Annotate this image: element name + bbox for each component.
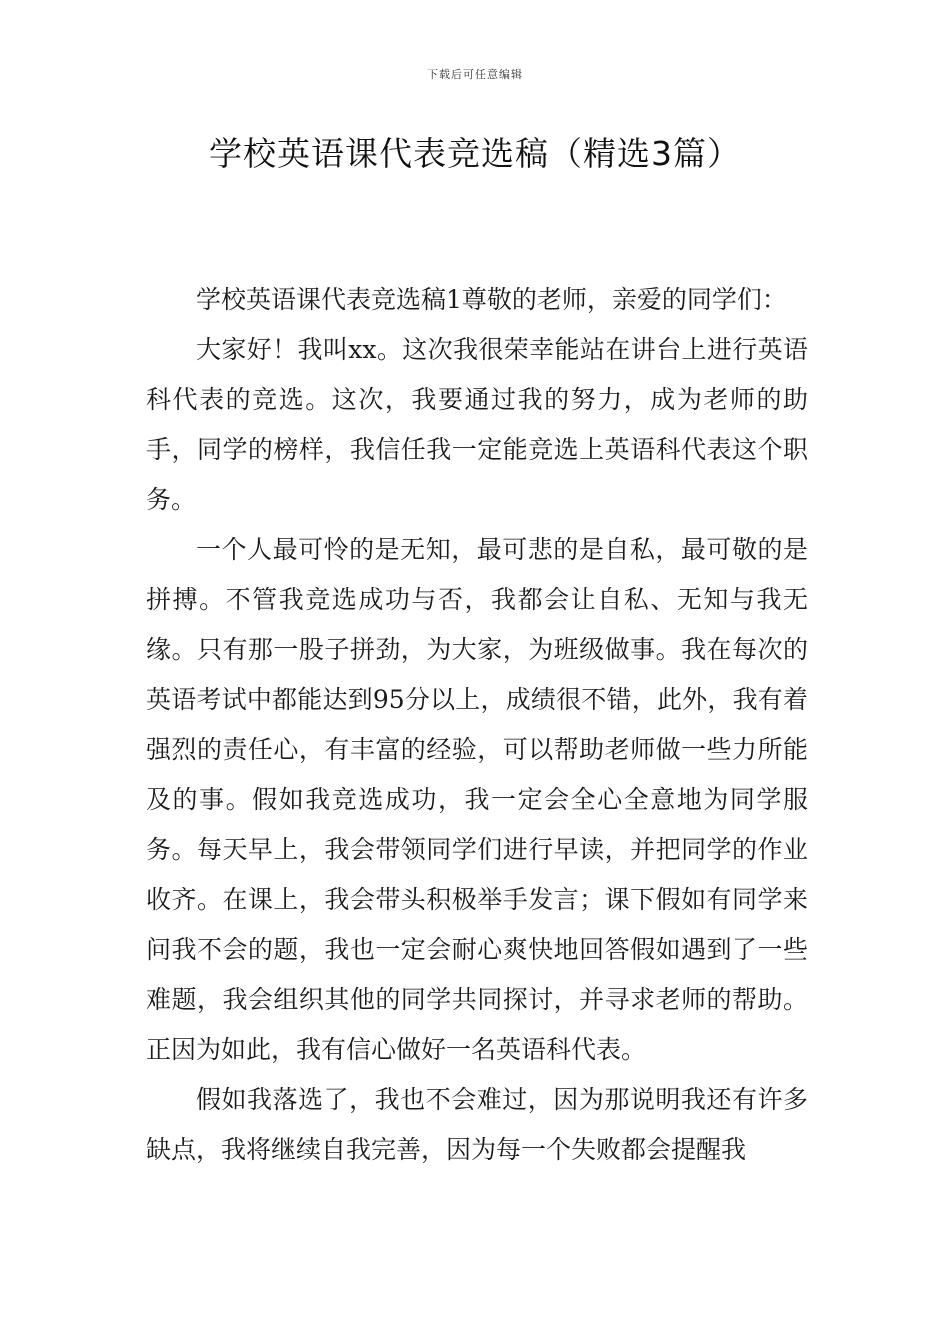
paragraph-introduction: 大家好！我叫xx。这次我很荣幸能站在讲台上进行英语科代表的竞选。这次，我要通过我的努力，成为老师的助手，同学的榜样，我信任我一定能竞选上英语科代表这个职务。 bbox=[146, 335, 808, 514]
document-body bbox=[146, 275, 808, 1175]
paragraph-closing: 假如我落选了，我也不会难过，因为那说明我还有许多缺点，我将继续自我完善，因为每一个失败都会提醒我 bbox=[146, 1085, 808, 1164]
header-note: 下载后可任意编辑 bbox=[427, 68, 523, 81]
paragraph-greeting: 学校英语课代表竞选稿1尊敬的老师，亲爱的同学们： bbox=[196, 285, 787, 314]
paragraph-main: 一个人最可怜的是无知，最可悲的是自私，最可敬的是拼搏。不管我竞选成功与否，我都会让自私、无知与我无缘。只有那一股子拼劲，为大家，为班级做事。我在每次的英语考试中都能达到95分以上，成绩很不错，此外，我有着强烈的责任心，有丰富的经验，可以帮助老师做一些力所能及的事。假如我竞选成功，我一定会全心全意地为同学服务。每天早上，我会带领同学们进行早读，并把同学的作业收齐。在课上，我会带头积极举手发言；课下假如有同学来问我不会的题，我也一定会耐心爽快地回答假如遇到了一些难题，我会组织其他的同学共同探讨，并寻求老师的帮助。正因为如此，我有信心做好一名英语科代表。 bbox=[146, 535, 808, 1064]
document-title: 学校英语课代表竞选稿（精选3篇） bbox=[209, 134, 741, 173]
